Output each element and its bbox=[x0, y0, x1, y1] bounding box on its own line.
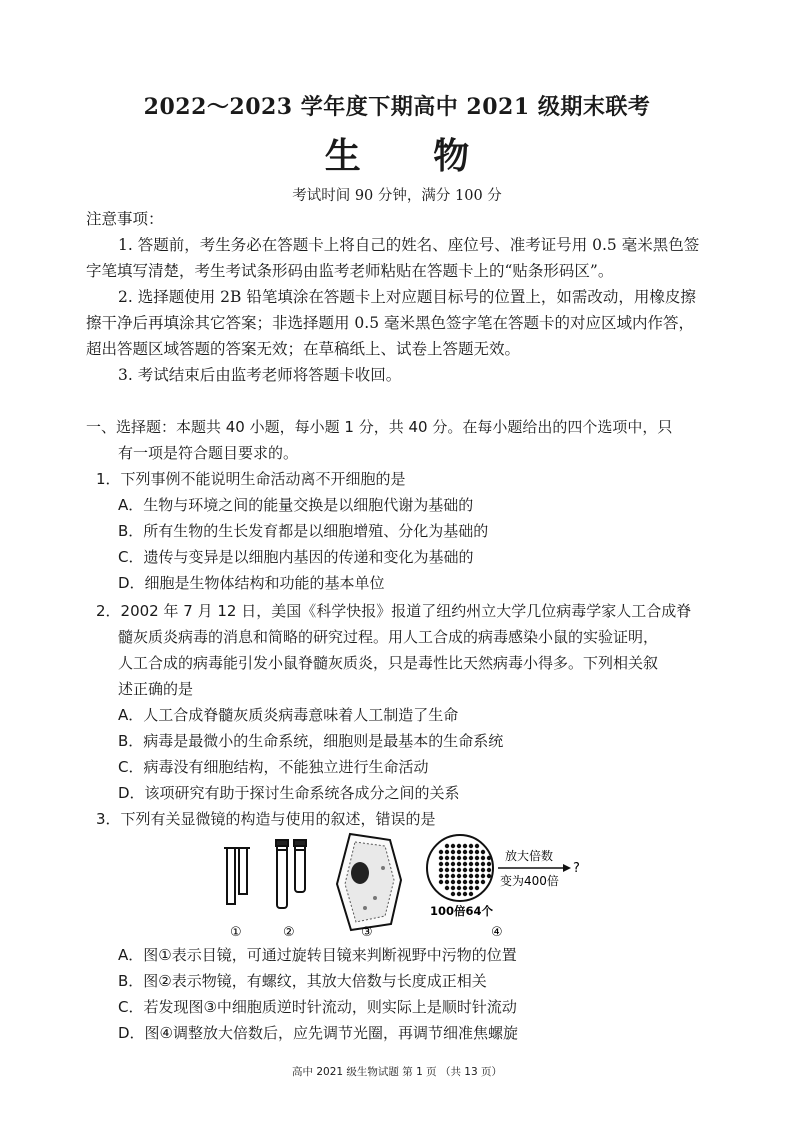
field-cell-dot bbox=[451, 856, 455, 860]
field-cell-dot bbox=[475, 886, 479, 890]
field-of-view-icon bbox=[427, 835, 493, 901]
field-cell-dot bbox=[439, 862, 443, 866]
field-cell-dot bbox=[469, 850, 473, 854]
figure-label: ② bbox=[283, 925, 295, 940]
field-cell-dot bbox=[457, 886, 461, 890]
field-cell-dot bbox=[475, 862, 479, 866]
question-stem: 3．下列有关显微镜的构造与使用的叙述，错误的是 bbox=[96, 810, 436, 828]
field-cell-dot bbox=[439, 874, 443, 878]
question-stem: 人工合成的病毒能引发小鼠脊髓灰质炎，只是毒性比天然病毒小得多。下列相关叙 bbox=[118, 654, 659, 672]
field-cell-dot bbox=[463, 844, 467, 848]
field-cell-dot bbox=[451, 886, 455, 890]
option: A．人工合成脊髓灰质炎病毒意味着人工制造了生命 bbox=[118, 706, 459, 724]
field-cell-dot bbox=[469, 844, 473, 848]
field-cell-dot bbox=[451, 880, 455, 884]
notice-line: 1. 答题前，考生务必在答题卡上将自己的姓名、座位号、准考证号用 0.5 毫米黑色签 bbox=[118, 236, 700, 254]
field-cell-dot bbox=[457, 862, 461, 866]
figure-label: ③ bbox=[361, 925, 373, 940]
field-cell-dot bbox=[487, 868, 491, 872]
question-stem: 2．2002 年 7 月 12 日，美国《科学快报》报道了纽约州立大学几位病毒学家人工合成脊 bbox=[96, 602, 692, 620]
field-cell-dot bbox=[457, 892, 461, 896]
field-cell-dot bbox=[469, 868, 473, 872]
option: B．图②表示物镜，有螺纹，其放大倍数与长度成正相关 bbox=[118, 972, 487, 990]
option: B．病毒是最微小的生命系统，细胞则是最基本的生命系统 bbox=[118, 732, 504, 750]
option: C．若发现图③中细胞质逆时针流动，则实际上是顺时针流动 bbox=[118, 998, 517, 1016]
field-cell-dot bbox=[487, 874, 491, 878]
field-cell-dot bbox=[481, 850, 485, 854]
question-mark: ? bbox=[573, 861, 580, 876]
arrow-label-top: 放大倍数 bbox=[505, 849, 554, 863]
microscope-figure bbox=[215, 828, 585, 940]
field-cell-dot bbox=[481, 880, 485, 884]
field-cell-dot bbox=[469, 862, 473, 866]
field-cell-dot bbox=[481, 874, 485, 878]
field-cell-dot bbox=[475, 844, 479, 848]
eyepiece-icon bbox=[224, 848, 250, 904]
field-cell-dot bbox=[451, 862, 455, 866]
plant-cell-icon bbox=[337, 834, 401, 930]
field-cell-dot bbox=[463, 850, 467, 854]
question-stem: 1．下列事例不能说明生命活动离不开细胞的是 bbox=[96, 470, 406, 488]
field-cell-dot bbox=[487, 856, 491, 860]
question-stem: 髓灰质炎病毒的消息和简略的研究过程。用人工合成的病毒感染小鼠的实验证明， bbox=[118, 628, 659, 646]
exam-title: 2022～2023 学年度下期高中 2021 级期末联考 bbox=[143, 94, 651, 120]
field-cell-dot bbox=[463, 862, 467, 866]
field-cell-dot bbox=[463, 892, 467, 896]
field-cell-dot bbox=[445, 880, 449, 884]
notice-line: 2. 选择题使用 2B 铅笔填涂在答题卡上对应题目标号的位置上，如需改动，用橡皮擦 bbox=[118, 288, 696, 306]
page-footer: 高中 2021 级生物试题 第 1 页 （共 13 页） bbox=[292, 1066, 502, 1078]
option: D．细胞是生物体结构和功能的基本单位 bbox=[118, 574, 385, 592]
field-cell-dot bbox=[475, 856, 479, 860]
field-cell-dot bbox=[481, 868, 485, 872]
field-cell-dot bbox=[469, 880, 473, 884]
option: D．图④调整放大倍数后，应先调节光圈，再调节细准焦螺旋 bbox=[118, 1024, 519, 1042]
notice-line: 擦干净后再填涂其它答案；非选择题用 0.5 毫米黑色签字笔在答题卡的对应区域内作答， bbox=[86, 314, 695, 332]
field-cell-dot bbox=[469, 886, 473, 890]
notice-line: 3. 考试结束后由监考老师将答题卡收回。 bbox=[118, 366, 402, 384]
field-cell-dot bbox=[463, 886, 467, 890]
field-cell-dot bbox=[463, 880, 467, 884]
field-cell-dot bbox=[457, 850, 461, 854]
field-cell-dot bbox=[487, 862, 491, 866]
field-cell-dot bbox=[445, 874, 449, 878]
field-cell-dot bbox=[475, 874, 479, 878]
field-cell-dot bbox=[457, 874, 461, 878]
option: C．病毒没有细胞结构，不能独立进行生命活动 bbox=[118, 758, 429, 776]
field-cell-dot bbox=[481, 862, 485, 866]
option: A．图①表示目镜，可通过旋转目镜来判断视野中污物的位置 bbox=[118, 946, 517, 964]
field-cell-dot bbox=[463, 868, 467, 872]
section-heading: 一、选择题：本题共 40 小题，每小题 1 分，共 40 分。在每小题给出的四个选项中，只 bbox=[86, 418, 673, 436]
exam-info: 考试时间 90 分钟，满分 100 分 bbox=[292, 188, 502, 204]
field-cell-dot bbox=[445, 850, 449, 854]
field-cell-dot bbox=[457, 868, 461, 872]
figure-label: ④ bbox=[491, 925, 503, 940]
field-cell-dot bbox=[445, 862, 449, 866]
field-cell-dot bbox=[457, 844, 461, 848]
field-cell-dot bbox=[469, 874, 473, 878]
option: D．该项研究有助于探讨生命系统各成分之间的关系 bbox=[118, 784, 460, 802]
arrow-icon bbox=[498, 864, 571, 872]
field-cell-dot bbox=[451, 850, 455, 854]
arrow-label-bottom: 变为400倍 bbox=[500, 874, 559, 888]
notice-line: 超出答题区域答题的答案无效；在草稿纸上、试卷上答题无效。 bbox=[86, 340, 521, 358]
subject-title: 生 物 bbox=[324, 135, 500, 177]
figure-label: ① bbox=[230, 925, 242, 940]
field-cell-dot bbox=[451, 868, 455, 872]
field-cell-dot bbox=[475, 868, 479, 872]
field-cell-dot bbox=[469, 892, 473, 896]
field-cell-dot bbox=[445, 856, 449, 860]
field-cell-dot bbox=[439, 880, 443, 884]
field-cell-dot bbox=[439, 850, 443, 854]
question-stem: 述正确的是 bbox=[118, 680, 194, 698]
field-cell-dot bbox=[463, 856, 467, 860]
notice-line: 字笔填写清楚，考生考试条形码由监考老师粘贴在答题卡上的“贴条形码区”。 bbox=[86, 262, 614, 280]
field-cell-dot bbox=[439, 868, 443, 872]
option: A．生物与环境之间的能量交换是以细胞代谢为基础的 bbox=[118, 496, 474, 514]
objective-lens-icon bbox=[276, 840, 306, 908]
field-cell-dot bbox=[451, 844, 455, 848]
field-cell-dot bbox=[445, 868, 449, 872]
field-cell-dot bbox=[451, 874, 455, 878]
field-cell-dot bbox=[475, 850, 479, 854]
field-cell-dot bbox=[469, 856, 473, 860]
field-cell-dot bbox=[457, 856, 461, 860]
field-caption: 100倍64个 bbox=[430, 904, 494, 918]
field-cell-dot bbox=[445, 844, 449, 848]
field-cell-dot bbox=[475, 880, 479, 884]
section-heading: 有一项是符合题目要求的。 bbox=[118, 444, 299, 462]
field-cell-dot bbox=[451, 892, 455, 896]
notice-heading: 注意事项： bbox=[86, 210, 164, 228]
field-cell-dot bbox=[457, 880, 461, 884]
field-cell-dot bbox=[439, 856, 443, 860]
option: B．所有生物的生长发育都是以细胞增殖、分化为基础的 bbox=[118, 522, 489, 540]
field-cell-dot bbox=[481, 856, 485, 860]
field-cell-dot bbox=[445, 886, 449, 890]
option: C．遗传与变异是以细胞内基因的传递和变化为基础的 bbox=[118, 548, 474, 566]
field-cell-dot bbox=[463, 874, 467, 878]
